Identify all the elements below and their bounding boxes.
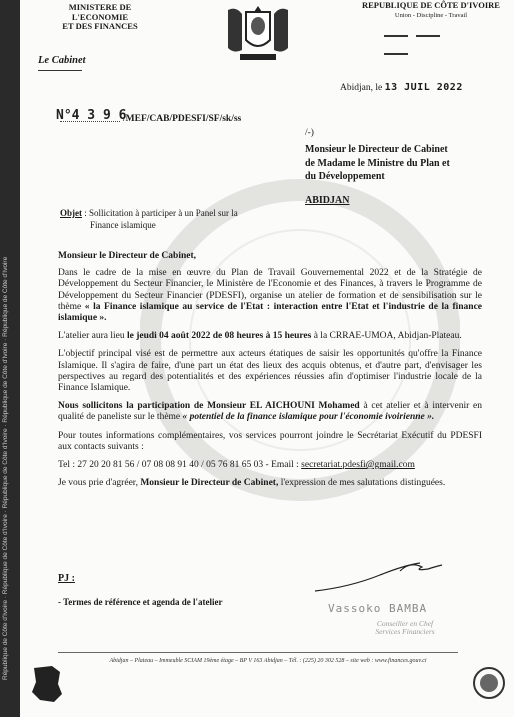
paragraph: Tel : 27 20 20 81 56 / 07 08 08 91 40 / 05 76 81 65 03 - Email : secretariat.pdesfi@gmail.com xyxy=(58,460,415,471)
republic-header xyxy=(356,1,506,20)
letter-body xyxy=(58,251,482,496)
emblem-seal-icon xyxy=(472,666,506,700)
attachments-label: PJ : xyxy=(58,573,75,584)
reference-code: /MEF/CAB/PDESFI/SF/sk/ss xyxy=(123,114,242,124)
date-stamp: 13 JUIL 2022 xyxy=(384,82,463,93)
subject-text-2: Finance islamique xyxy=(90,219,156,230)
ministry-name: MINISTERE DE L'ECONOMIE xyxy=(68,2,132,22)
recipient-line: Monsieur le Directeur de Cabinet xyxy=(305,144,448,155)
paragraph: Dans le cadre de la mise en œuvre du Plan de Travail Gouvernemental 2022 et de la Stratégie de Développement du Secteur Financier, le Ministère de l'Economie et des Finances, à travers le Programme de Développement du Secteur Financier (PDESFI), organise un atelier de formation et de sensibilisation sur le thème « la Finance islamique au service de l'Etat : interaction entre l'Etat et l'industrie de la finance islamique ». xyxy=(58,268,482,324)
left-margin-strip xyxy=(0,0,20,717)
stamp-name: Vassoko BAMBA xyxy=(328,602,428,615)
footer-address: Abidjan – Plateau – Immeuble SCIAM 19ème étage – BP V 163 Abidjan – Tél. : (225) 20 302 528 – site web : www.finances.gouv.ci xyxy=(109,658,427,664)
paragraph: L'objectif principal visé est de permettre aux acteurs étatiques de saisir les opportunités qu'offre la Finance Islamique. Il s'agira de faire, d'une part un état des lieux des acquis obtenus, et d'autre part, d'envisager les perspectives au regard des potentialités et des expériences réussies afin d'optimiser l'industrie locale de la Finance Islamique. xyxy=(58,349,482,394)
place-date xyxy=(340,82,463,93)
date-place: Abidjan, le xyxy=(340,83,383,93)
subject-label: Objet xyxy=(60,208,82,218)
motto-underline xyxy=(384,24,474,27)
ministry-name-2: ET DES FINANCES xyxy=(62,21,138,31)
coat-of-arms-icon xyxy=(222,2,294,64)
paragraph: Pour toutes informations complémentaires, vos services pourront joindre le Secrétariat Exécutif du PDESFI aux contacts suivants : xyxy=(58,430,482,452)
recipient-line: de Madame le Ministre du Plan et xyxy=(305,157,450,169)
margin-repeated-text: République de Côte d'Ivoire · République de Côte d'Ivoire · République de Côte d'Ivoire · République de Côte d'Ivoire · République de Côte d'Ivoire xyxy=(2,256,9,680)
footer-divider xyxy=(58,652,458,653)
reference-number: N°4 3 9 6 xyxy=(56,108,127,123)
email-link[interactable]: secretariat.pdesfi@gmail.com xyxy=(301,460,415,471)
divider xyxy=(60,121,120,122)
salutation: Monsieur le Directeur de Cabinet, xyxy=(58,251,196,261)
recipient-address xyxy=(305,143,495,184)
paragraph: L'atelier aura lieu le jeudi 04 août 2022 de 08 heures à 15 heures à la CRRAE-UMOA, Abidjan-Plateau. xyxy=(58,331,462,342)
country-motto: Union - Discipline - Travail xyxy=(394,11,468,19)
paragraph: Je vous prie d'agréer, Monsieur le Directeur de Cabinet, l'expression de mes salutations distinguées. xyxy=(58,478,446,489)
signature xyxy=(310,557,450,597)
ministry-header xyxy=(40,3,160,32)
recipient-city: ABIDJAN xyxy=(305,195,350,206)
cote-divoire-map-icon xyxy=(30,664,64,704)
subject xyxy=(60,208,290,231)
paragraph: Nous sollicitons la participation de Monsieur EL AICHOUNI Mohamed à cet atelier et à intervenir en qualité de paneliste sur le thème « potentiel de la finance islamique pour l'économie ivoirienne ». xyxy=(58,401,482,423)
subject-text: : Sollicitation à participer à un Panel sur la xyxy=(82,208,238,218)
stamp-title: Conseiller en Chef Services Financiers xyxy=(375,619,435,636)
divider xyxy=(38,70,82,71)
recipient-line: du Développement xyxy=(305,171,385,182)
service-name: Le Cabinet xyxy=(38,55,86,66)
country-name: REPUBLIQUE DE CÔTE D'IVOIRE xyxy=(362,0,500,10)
attachment-item: - Termes de référence et agenda de l'atelier xyxy=(58,597,223,607)
recipient-mark: /-) xyxy=(305,128,314,138)
